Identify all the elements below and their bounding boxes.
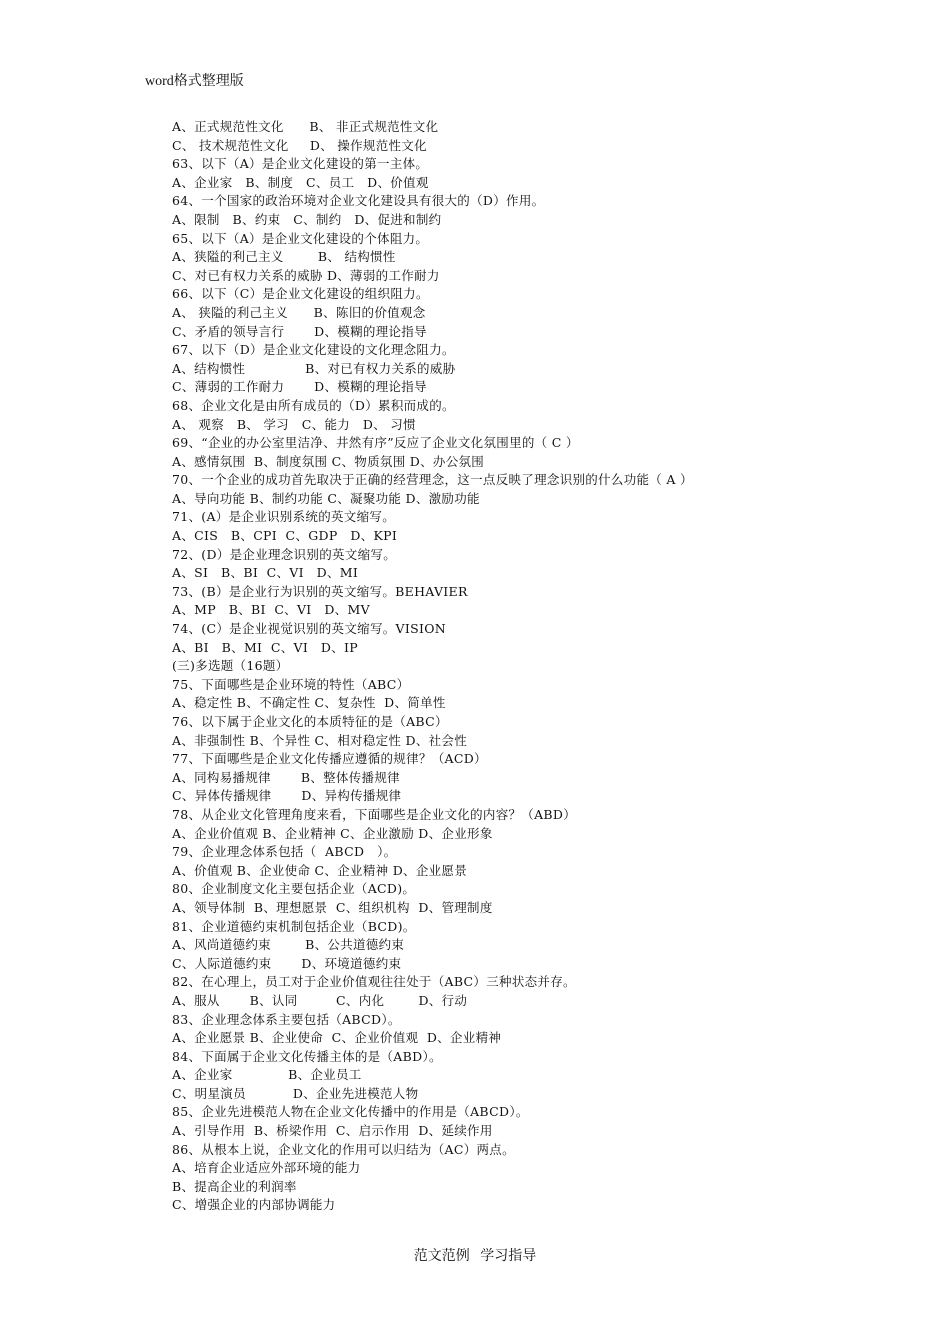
text-line: A、同构易播规律 B、整体传播规律 — [172, 769, 400, 785]
text-line: C、 技术规范性文化 D、 操作规范性文化 — [172, 137, 427, 153]
text-line: 73、(B）是企业行为识别的英文缩写。BEHAVIER — [172, 583, 468, 599]
text-line: A、企业价值观 B、企业精神 C、企业激励 D、企业形象 — [172, 825, 493, 841]
text-line: 80、企业制度文化主要包括企业（ACD)。 — [172, 881, 416, 897]
text-line: 78、从企业文化管理角度来看，下面哪些是企业文化的内容？（ABD） — [172, 806, 577, 822]
text-line: 83、企业理念体系主要包括（ABCD）。 — [172, 1011, 401, 1027]
text-line: A、 狭隘的利己主义 B、陈旧的价值观念 — [172, 304, 426, 320]
text-line: A、引导作用 B、桥梁作用 C、启示作用 D、延续作用 — [172, 1123, 493, 1139]
text-line: A、风尚道德约束 B、公共道德约束 — [172, 937, 405, 953]
text-line: 74、(C）是企业视觉识别的英文缩写。VISION — [172, 621, 446, 637]
text-line: 81、企业道德约束机制包括企业（BCD)。 — [172, 918, 416, 934]
text-line: A、服从 B、认同 C、内化 D、行动 — [172, 992, 468, 1008]
text-line: A、MP B、BI C、VI D、MV — [172, 602, 370, 618]
text-line: 63、以下（A）是企业文化建设的第一主体。 — [172, 156, 429, 172]
text-line: A、企业家 B、制度 C、员工 D、价值观 — [172, 174, 429, 190]
text-line: A、SI B、BI C、VI D、MI — [172, 565, 359, 581]
text-line: C、矛盾的领导言行 D、模糊的理论指导 — [172, 323, 427, 339]
text-line: 82、在心理上，员工对于企业价值观往往处于（ABC）三种状态并存。 — [172, 974, 576, 990]
page-footer: 范文范例 学习指导 — [413, 1249, 537, 1264]
page-header: word格式整理版 — [145, 74, 244, 89]
document-body — [172, 118, 912, 1215]
text-line: A、结构惯性 B、对已有权力关系的威胁 — [172, 360, 456, 376]
text-line: A、企业愿景 B、企业使命 C、企业价值观 D、企业精神 — [172, 1030, 502, 1046]
text-line: 76、以下属于企业文化的本质特征的是（ABC） — [172, 714, 448, 729]
text-line: 77、下面哪些是企业文化传播应遵循的规律？（ACD） — [172, 751, 487, 767]
text-line: A、导向功能 B、制约功能 C、凝聚功能 D、激励功能 — [172, 490, 480, 506]
text-line: A、稳定性 B、不确定性 C、复杂性 D、简单性 — [172, 695, 446, 711]
text-line: A、领导体制 B、理想愿景 C、组织机构 D、管理制度 — [172, 899, 493, 915]
text-line: A、限制 B、约束 C、制约 D、促进和制约 — [172, 211, 442, 227]
text-line: C、人际道德约束 D、环境道德约束 — [172, 955, 402, 971]
text-line: 67、以下（D）是企业文化建设的文化理念阻力。 — [172, 342, 455, 358]
text-line: 79、企业理念体系包括（ ABCD ）。 — [172, 844, 397, 860]
text-line: A、价值观 B、企业使命 C、企业精神 D、企业愿景 — [172, 862, 468, 878]
text-line: 72、(D）是企业理念识别的英文缩写。 — [172, 546, 397, 562]
text-line: 84、下面属于企业文化传播主体的是（ABD）。 — [172, 1048, 442, 1064]
text-line: A、培育企业适应外部环境的能力 — [172, 1160, 361, 1176]
text-line: B、提高企业的利润率 — [172, 1178, 297, 1194]
text-line: 69、“企业的办公室里洁净、井然有序”反应了企业文化氛围里的（ C ） — [172, 435, 579, 451]
text-line: A、 观察 B、 学习 C、能力 D、 习惯 — [172, 416, 416, 432]
text-line: A、狭隘的利己主义 B、 结构惯性 — [172, 249, 396, 265]
text-line: C、异体传播规律 D、异构传播规律 — [172, 788, 402, 804]
text-line: 68、企业文化是由所有成员的（D）累积而成的。 — [172, 397, 455, 413]
text-line: (三)多选题（16题） — [172, 658, 289, 674]
text-line: A、感情氛围 B、制度氛围 C、物质氛围 D、办公氛围 — [172, 453, 485, 469]
text-line: C、增强企业的内部协调能力 — [172, 1197, 336, 1213]
text-line: C、对已有权力关系的威胁 D、薄弱的工作耐力 — [172, 267, 440, 283]
text-line: A、企业家 B、企业员工 — [172, 1067, 362, 1083]
text-line: A、BI B、MI C、VI D、IP — [172, 639, 358, 655]
text-line: A、CIS B、CPI C、GDP D、KPI — [172, 528, 398, 544]
text-line: 75、下面哪些是企业环境的特性（ABC） — [172, 676, 410, 692]
text-line: 85、企业先进模范人物在企业文化传播中的作用是（ABCD）。 — [172, 1104, 529, 1120]
text-line: 64、一个国家的政治环境对企业文化建设具有很大的（D）作用。 — [172, 193, 545, 209]
text-line: 70、一个企业的成功首先取决于正确的经营理念，这一点反映了理念识别的什么功能（ A ） — [172, 472, 693, 488]
text-line: C、薄弱的工作耐力 D、模糊的理论指导 — [172, 379, 427, 395]
text-line: C、明星演员 D、企业先进模范人物 — [172, 1085, 419, 1101]
text-line: 86、从根本上说，企业文化的作用可以归结为（AC）两点。 — [172, 1141, 515, 1157]
text-line: 65、以下（A）是企业文化建设的个体阻力。 — [172, 230, 429, 246]
text-line: 71、(A）是企业识别系统的英文缩写。 — [172, 509, 396, 525]
text-line: 66、以下（C）是企业文化建设的组织阻力。 — [172, 286, 429, 302]
text-line: A、非强制性 B、个异性 C、相对稳定性 D、社会性 — [172, 732, 468, 748]
text-line: A、正式规范性文化 B、 非正式规范性文化 — [172, 119, 439, 134]
